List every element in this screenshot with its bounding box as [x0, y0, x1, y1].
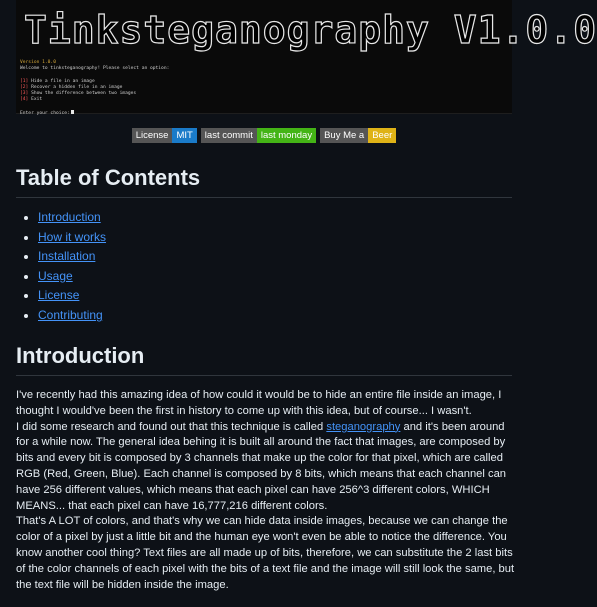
terminal-prompt: Enter your choice:	[20, 110, 70, 116]
toc-item	[38, 286, 106, 306]
toc-link-license[interactable]: License	[38, 288, 80, 303]
toc-link-installation[interactable]: Installation	[38, 249, 96, 264]
banner-ascii-title: Tinksteganography V1.0.0	[24, 8, 597, 52]
terminal-option-num: [4]	[20, 97, 29, 103]
badge-value: last monday	[257, 128, 316, 143]
toc-link-contributing[interactable]: Contributing	[38, 307, 103, 322]
toc-heading-divider	[16, 197, 512, 198]
toc-item	[38, 247, 106, 267]
steganography-link[interactable]: steganography	[326, 420, 401, 433]
toc-link-introduction[interactable]: Introduction	[38, 210, 101, 224]
terminal-option-text: Hide a file in an image	[31, 78, 95, 84]
toc-item	[38, 228, 106, 248]
toc-link-usage[interactable]: Usage	[38, 268, 73, 283]
badge-label: last commit	[201, 128, 257, 143]
intro-paragraph-3: That's A LOT of colors, and that's why we can hide data inside images, because we can change the color of a pixel by just a little bit and the human eye won't even be able to notice the difference. You know another cool thing? Text files are all made up of bits, therefore, we can substitute the 2 last bits of the color channels of each pixel with the bits of a text file and the image will still look the same, but the text file will be hidden inside the image.	[16, 515, 515, 591]
terminal-version: Version 1.0.0	[20, 60, 56, 65]
introduction-body	[16, 388, 516, 593]
introduction-heading: Introduction	[16, 343, 145, 368]
intro-paragraph-2-start: I did some research and found out that this technique is called	[16, 420, 327, 433]
intro-paragraph-2-end: and it's been around for a while now. The general idea behing it is built all around the fact that images, are composed by bits and every bit is composed by 3 channels that make up the color for that pixel, which are called RGB (Red, Green, Blue). Each channel is composed by 8 bits, which means that each channel can have 256 different values, which means that each pixel can have 256^3 different colors, WHICH MEANS... that each pixel can have 16,777,216 different colors.	[16, 420, 507, 512]
intro-paragraph-1: I've recently had this amazing idea of how could it would be to hide an entire file inside an image, I thought I would've been the first in history to come up with this idea, but of course... I wasn't.	[16, 389, 502, 417]
banner-image	[16, 0, 597, 116]
terminal-option-text: Show the difference between two images	[31, 91, 137, 97]
terminal-welcome: Welcome to tinksteganography! Please select an option:	[20, 66, 170, 72]
toc-item	[38, 208, 106, 228]
toc-list	[16, 208, 106, 326]
badge-value: MIT	[172, 128, 196, 143]
terminal-option-text: Exit	[31, 97, 43, 103]
toc-heading: Table of Contents	[16, 165, 201, 190]
buy-me-a-beer-badge[interactable]	[320, 128, 396, 143]
banner-terminal	[20, 60, 500, 117]
badge-row	[0, 128, 528, 143]
badge-value: Beer	[368, 128, 396, 143]
terminal-option-num: [3]	[20, 91, 29, 97]
terminal-option-num: [1]	[20, 78, 29, 84]
introduction-heading-divider	[16, 375, 512, 376]
toc-item	[38, 267, 106, 287]
terminal-option-num: [2]	[20, 84, 29, 90]
terminal-option-text: Recover a hidden file in an image	[31, 84, 123, 90]
badge-label: Buy Me a	[320, 128, 368, 143]
toc-item	[38, 306, 106, 326]
terminal-cursor	[71, 110, 74, 114]
badge-label: License	[132, 128, 173, 143]
last-commit-badge[interactable]	[201, 128, 316, 143]
license-badge[interactable]	[132, 128, 197, 143]
toc-link-how-it-works[interactable]: How it works	[38, 229, 107, 244]
